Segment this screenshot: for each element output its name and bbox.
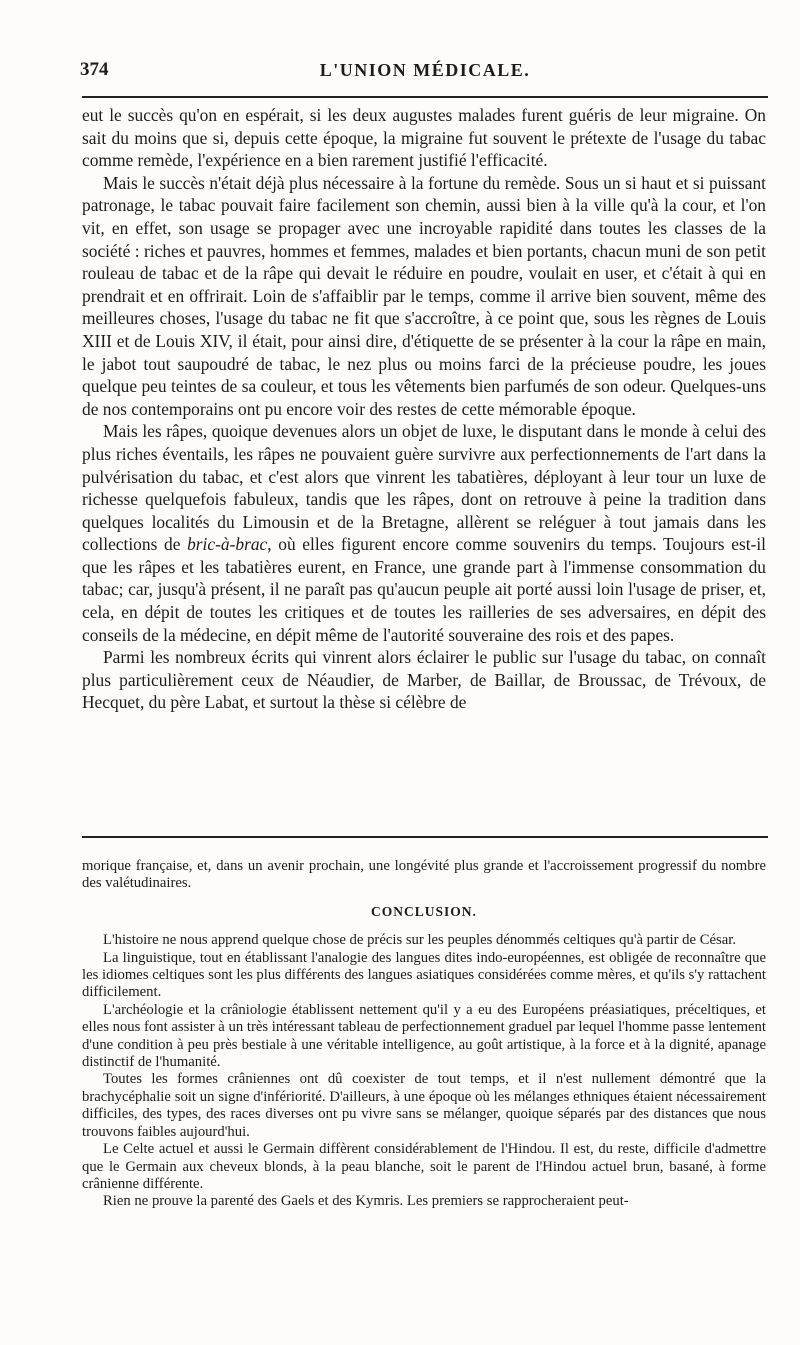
running-title: L'UNION MÉDICALE. [319, 59, 531, 80]
italic-term: bric-à-brac [187, 534, 268, 555]
body-paragraph [82, 420, 766, 646]
page-header [80, 52, 770, 88]
main-text [82, 104, 766, 714]
page-number: 374 [80, 59, 109, 80]
section-rule [82, 836, 768, 838]
note-paragraph: La linguistique, tout en établissant l'analogie des langues dites indo-européennes, est obligée de reconnaître que les idiomes celtiques sont les plus différents des langues asiatiques considérées comme mères, et qu'ils s'y rattachent difficilement. [82, 949, 766, 1001]
paragraph-text: , où elles figurent encore comme souvenirs du temps. Toujours est-il que les râpes et les tabatières eurent, en France, une grande part à l'immense consommation du tabac; car, jusqu'à présent, il ne paraît pas qu'aucun peuple ait porté aussi loin l'usage de priser, et, cela, en dépit de toutes les critiques et de toutes les railleries de ses adversaires, en dépit des conseils de la médecine, en dépit même de l'autorité souveraine des rois et des papes. [82, 534, 766, 645]
notes-section [82, 858, 766, 1211]
paragraph-text: Mais les râpes, quoique devenues alors un objet de luxe, le disputant dans le monde à celui des plus riches éventails, les râpes ne pouvaient guère survivre aux perfectionnements de l'art dans la pulvérisation du tabac, et c'est alors que vinrent les tabatières, déployant à leur tour un luxe de richesse quelquefois fabuleux, tandis que les râpes, dont on retrouve à peine la tradition dans quelques localités du Limousin et de la Bretagne, allèrent se reléguer à tout jamais dans les collections de [82, 421, 766, 555]
header-rule [82, 96, 768, 98]
body-paragraph: eut le succès qu'on en espérait, si les deux augustes malades furent guéris de leur migraine. On sait du moins que si, depuis cette époque, la migraine fut souvent le prétexte de l'usage du tabac comme remède, l'expérience en a bien rarement justifié l'efficacité. [82, 105, 766, 171]
note-continuation: morique française, et, dans un avenir prochain, une longévité plus grande et l'accroissement progressif du nombre des valétudinaires. [82, 858, 766, 892]
note-paragraph: L'archéologie et la crâniologie établissent nettement qu'il y a eu des Européens préasiatiques, préceltiques, et elles nous font assister à un très intéressant tableau de perfectionnement graduel par lequel l'homme passe lentement d'une condition à peu près bestiale à une véritable intelligence, au goût artistique, à la force et à la dignité, apanage distinctif de l'humanité. [82, 1001, 766, 1071]
body-paragraph: Mais le succès n'était déjà plus nécessaire à la fortune du remède. Sous un si haut et si puissant patronage, le tabac pouvait faire facilement son chemin, aussi bien à la ville qu'à la cour, et l'on vit, en effet, son usage se propager avec une incroyable rapidité dans toutes les classes de la société : riches et pauvres, hommes et femmes, malades et bien portants, chacun muni de son petit rouleau de tabac et de la râpe qui devait le réduire en poudre, voulait en user, et c'était à qui en prendrait et en offrirait. Loin de s'affaiblir par le temps, comme il arrive bien souvent, même des meilleures choses, l'usage du tabac ne fit que s'accroître, à ce point que, sous les règnes de Louis XIII et de Louis XIV, il était, pour ainsi dire, d'étiquette de se présenter à la cour la râpe en main, le jabot tout saupoudré de tabac, le nez plus ou moins farci de la précieuse poudre, les joues quelque peu teintes de sa couleur, et tous les vêtements bien parfumés de son odeur. Quelques-uns de nos contemporains ont pu encore voir des restes de cette mémorable époque. [82, 172, 766, 419]
note-paragraph: Le Celte actuel et aussi le Germain diffèrent considérablement de l'Hindou. Il est, du reste, difficile d'admettre que le Germain aux cheveux blonds, à la peau blanche, soit le parent de l'Hindou actuel brun, basané, à forme crânienne différente. [82, 1141, 766, 1192]
section-heading: CONCLUSION. [371, 903, 477, 919]
note-paragraph: Toutes les formes crâniennes ont dû coexister de tout temps, et il n'est nullement démontré que la brachycéphalie soit un signe d'infériorité. D'ailleurs, à une époque où les mélanges ethniques étaient nécessairement difficiles, des types, des races diverses ont pu vivre sans se mélanger, quoique séparés par des distances que nous trouvons faibles aujourd'hui. [82, 1071, 766, 1140]
note-paragraph: Rien ne prouve la parenté des Gaels et des Kymris. Les premiers se rapprocheraient peut- [103, 1193, 629, 1210]
body-paragraph: Parmi les nombreux écrits qui vinrent alors éclairer le public sur l'usage du tabac, on connaît plus particulièrement ceux de Néaudier, de Marber, de Baillar, de Broussac, de Trévoux, de Hecquet, du père Labat, et surtout la thèse si célèbre de [82, 647, 766, 713]
note-paragraph: L'histoire ne nous apprend quelque chose de précis sur les peuples dénommés celtiques qu'à partir de César. [103, 932, 736, 949]
